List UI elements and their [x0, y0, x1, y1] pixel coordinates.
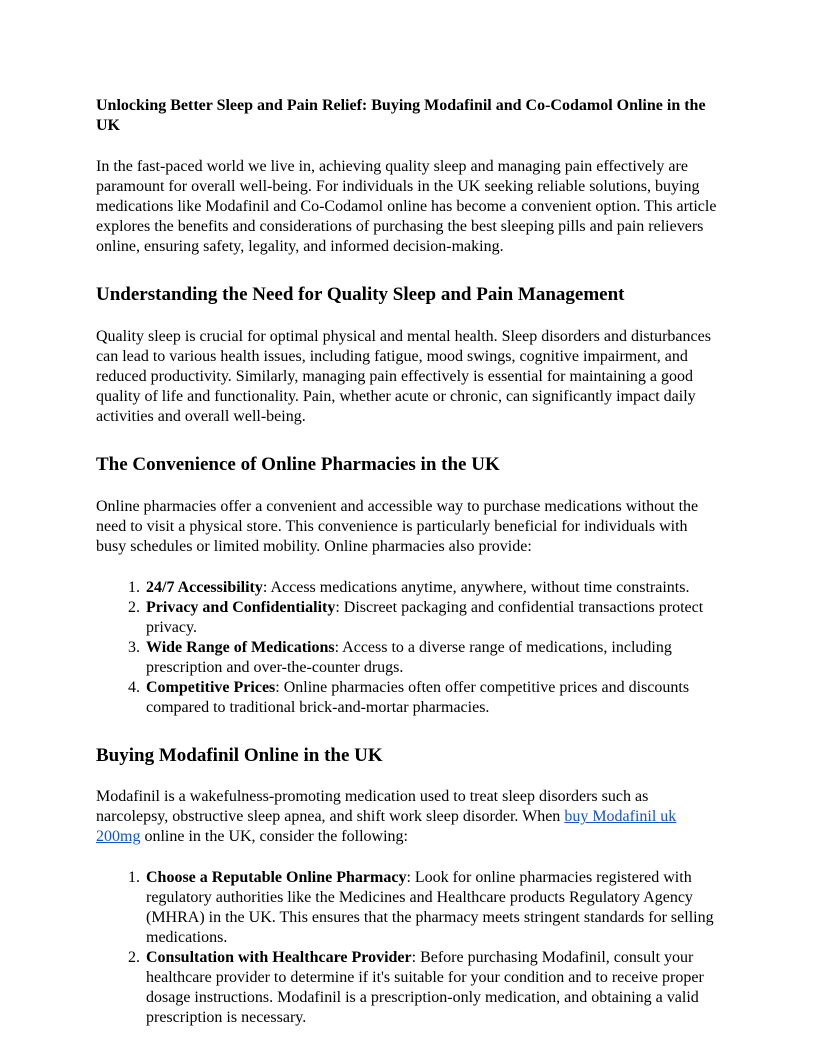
list-item-text: : Discreet packaging and confidential transactions protect privacy.: [146, 598, 704, 636]
list-item: [144, 948, 718, 1028]
pharmacy-benefits-list: [96, 578, 718, 718]
section-heading-online-pharmacies: The Convenience of Online Pharmacies in the UK: [96, 453, 500, 475]
list-item-term: Privacy and Confidentiality: [146, 598, 336, 616]
modafinil-paragraph-text-before: Modafinil is a wakefulness-promoting medication used to treat sleep disorders such as narcolepsy, obstructive sleep apnea, and shift work sleep disorder. When: [96, 788, 649, 826]
modafinil-guidance-list: [96, 868, 718, 1028]
list-item-text: : Access medications anytime, anywhere, without time constraints.: [262, 578, 690, 596]
section-heading-buying-modafinil: Buying Modafinil Online in the UK: [96, 744, 383, 766]
modafinil-paragraph-text-after: online in the UK, consider the following:: [140, 828, 408, 846]
list-item: [144, 868, 718, 948]
list-item: [144, 578, 718, 598]
list-item-term: Consultation with Healthcare Provider: [146, 949, 412, 967]
list-item-term: Wide Range of Medications: [146, 638, 335, 656]
buy-modafinil-link[interactable]: buy Modafinil uk 200mg: [96, 808, 677, 846]
online-pharmacies-paragraph: Online pharmacies offer a convenient and accessible way to purchase medications without the need to visit a physical store. This convenience is particularly beneficial for individuals with busy schedules or limited mobility. Online pharmacies also provide:: [96, 497, 699, 555]
list-item-text: : Access to a diverse range of medications, including prescription and over-the-counter drugs.: [146, 638, 672, 676]
list-item-text: : Look for online pharmacies registered with regulatory authorities like the Medicines and Healthcare products Regulatory Agency (MHRA) in the UK. This ensures that the pharmacy meets stringent standards for selling medications.: [146, 869, 714, 947]
sleep-pain-paragraph: Quality sleep is crucial for optimal physical and mental health. Sleep disorders and disturbances can lead to various health issues, including fatigue, mood swings, cognitive impairment, and reduced productivity. Similarly, managing pain effectively is essential for maintaining a good quality of life and functionality. Pain, whether acute or chronic, can significantly impact daily activities and overall well-being.: [96, 327, 711, 425]
list-item-term: Competitive Prices: [146, 678, 276, 696]
list-item: [144, 638, 718, 678]
list-item: [144, 678, 718, 718]
list-item-term: Choose a Reputable Online Pharmacy: [146, 869, 407, 887]
list-item-text: : Online pharmacies often offer competitive prices and discounts compared to traditional brick-and-mortar pharmacies.: [146, 678, 690, 716]
section-heading-sleep-pain-management: Understanding the Need for Quality Sleep and Pain Management: [96, 284, 625, 305]
buying-modafinil-paragraph: [96, 787, 718, 847]
document-title: Unlocking Better Sleep and Pain Relief: Buying Modafinil and Co-Codamol Online in the UK: [96, 97, 706, 134]
list-item-text: : Before purchasing Modafinil, consult your healthcare provider to determine if it's suitable for your condition and to receive proper dosage instructions. Modafinil is a prescription-only medication, and obtaining a valid prescription is necessary.: [146, 949, 704, 1027]
intro-paragraph: In the fast-paced world we live in, achieving quality sleep and managing pain effectively are paramount for overall well-being. For individuals in the UK seeking reliable solutions, buying medications like Modafinil and Co-Codamol online has become a convenient option. This article explores the benefits and considerations of purchasing the best sleeping pills and pain relievers online, ensuring safety, legality, and informed decision-making.: [96, 158, 717, 255]
list-item-term: 24/7 Accessibility: [146, 578, 263, 596]
list-item: [144, 598, 718, 638]
